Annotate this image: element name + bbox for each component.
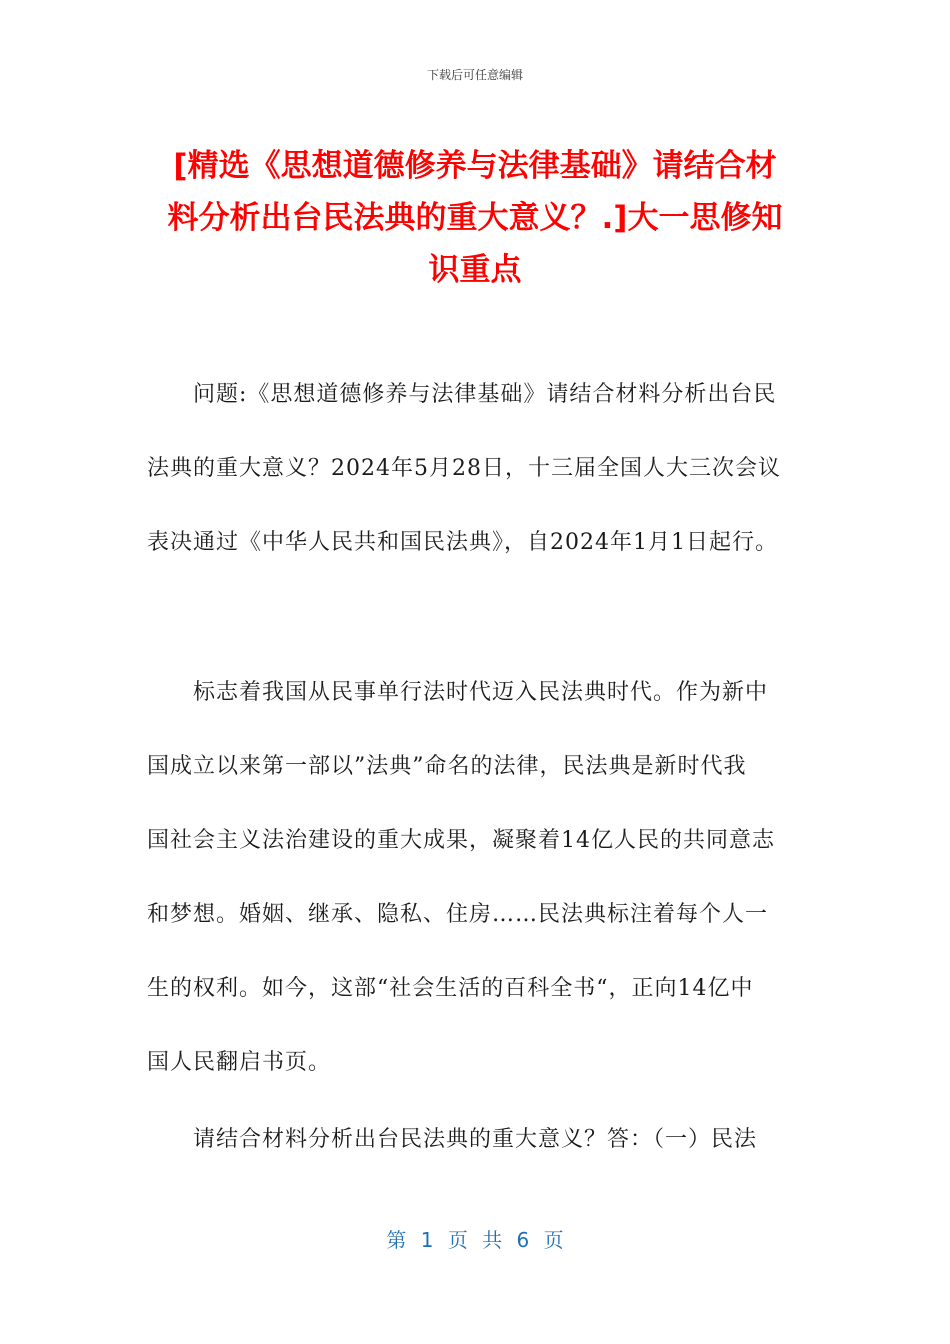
paragraph-line: 国成立以来第一部以”法典”命名的法律，民法典是新时代我 <box>147 754 747 779</box>
paragraph-significance <box>147 678 807 1122</box>
paragraph-line: 标志着我国从民事单行法时代迈入民法典时代。作为新中 <box>193 680 769 705</box>
title-line: 料分析出台民法典的重大意义？.]大一思修知 <box>167 200 783 236</box>
document-title <box>140 140 810 296</box>
title-line: [精选《思想道德修养与法律基础》请结合材 <box>173 148 777 184</box>
paragraph-line: 国人民翻启书页。 <box>147 1050 332 1075</box>
page-footer: 第 1 页 共 6 页 <box>386 1228 564 1252</box>
paragraph-answer <box>147 1125 807 1199</box>
paragraph-line: 问题:《思想道德修养与法律基础》请结合材料分析出台民 <box>193 382 777 407</box>
paragraph-line: 生的权利。如今，这部“社会生活的百科全书“，正向14亿中 <box>147 976 754 1001</box>
paragraph-line: 请结合材料分析出台民法典的重大意义？答：（一）民法 <box>193 1127 758 1152</box>
paragraph-line: 法典的重大意义？2024年5月28日，十三届全国人大三次会议 <box>147 456 781 481</box>
header-note: 下载后可任意编辑 <box>426 68 523 82</box>
paragraph-line: 和梦想。婚姻、继承、隐私、住房……民法典标注着每个人一 <box>147 902 769 927</box>
title-line: 识重点 <box>428 252 522 288</box>
paragraph-line: 国社会主义法治建设的重大成果，凝聚着14亿人民的共同意志 <box>147 828 775 853</box>
paragraph-line: 表决通过《中华人民共和国民法典》，自2024年1月1日起行。 <box>147 530 778 555</box>
paragraph-question <box>147 380 807 602</box>
